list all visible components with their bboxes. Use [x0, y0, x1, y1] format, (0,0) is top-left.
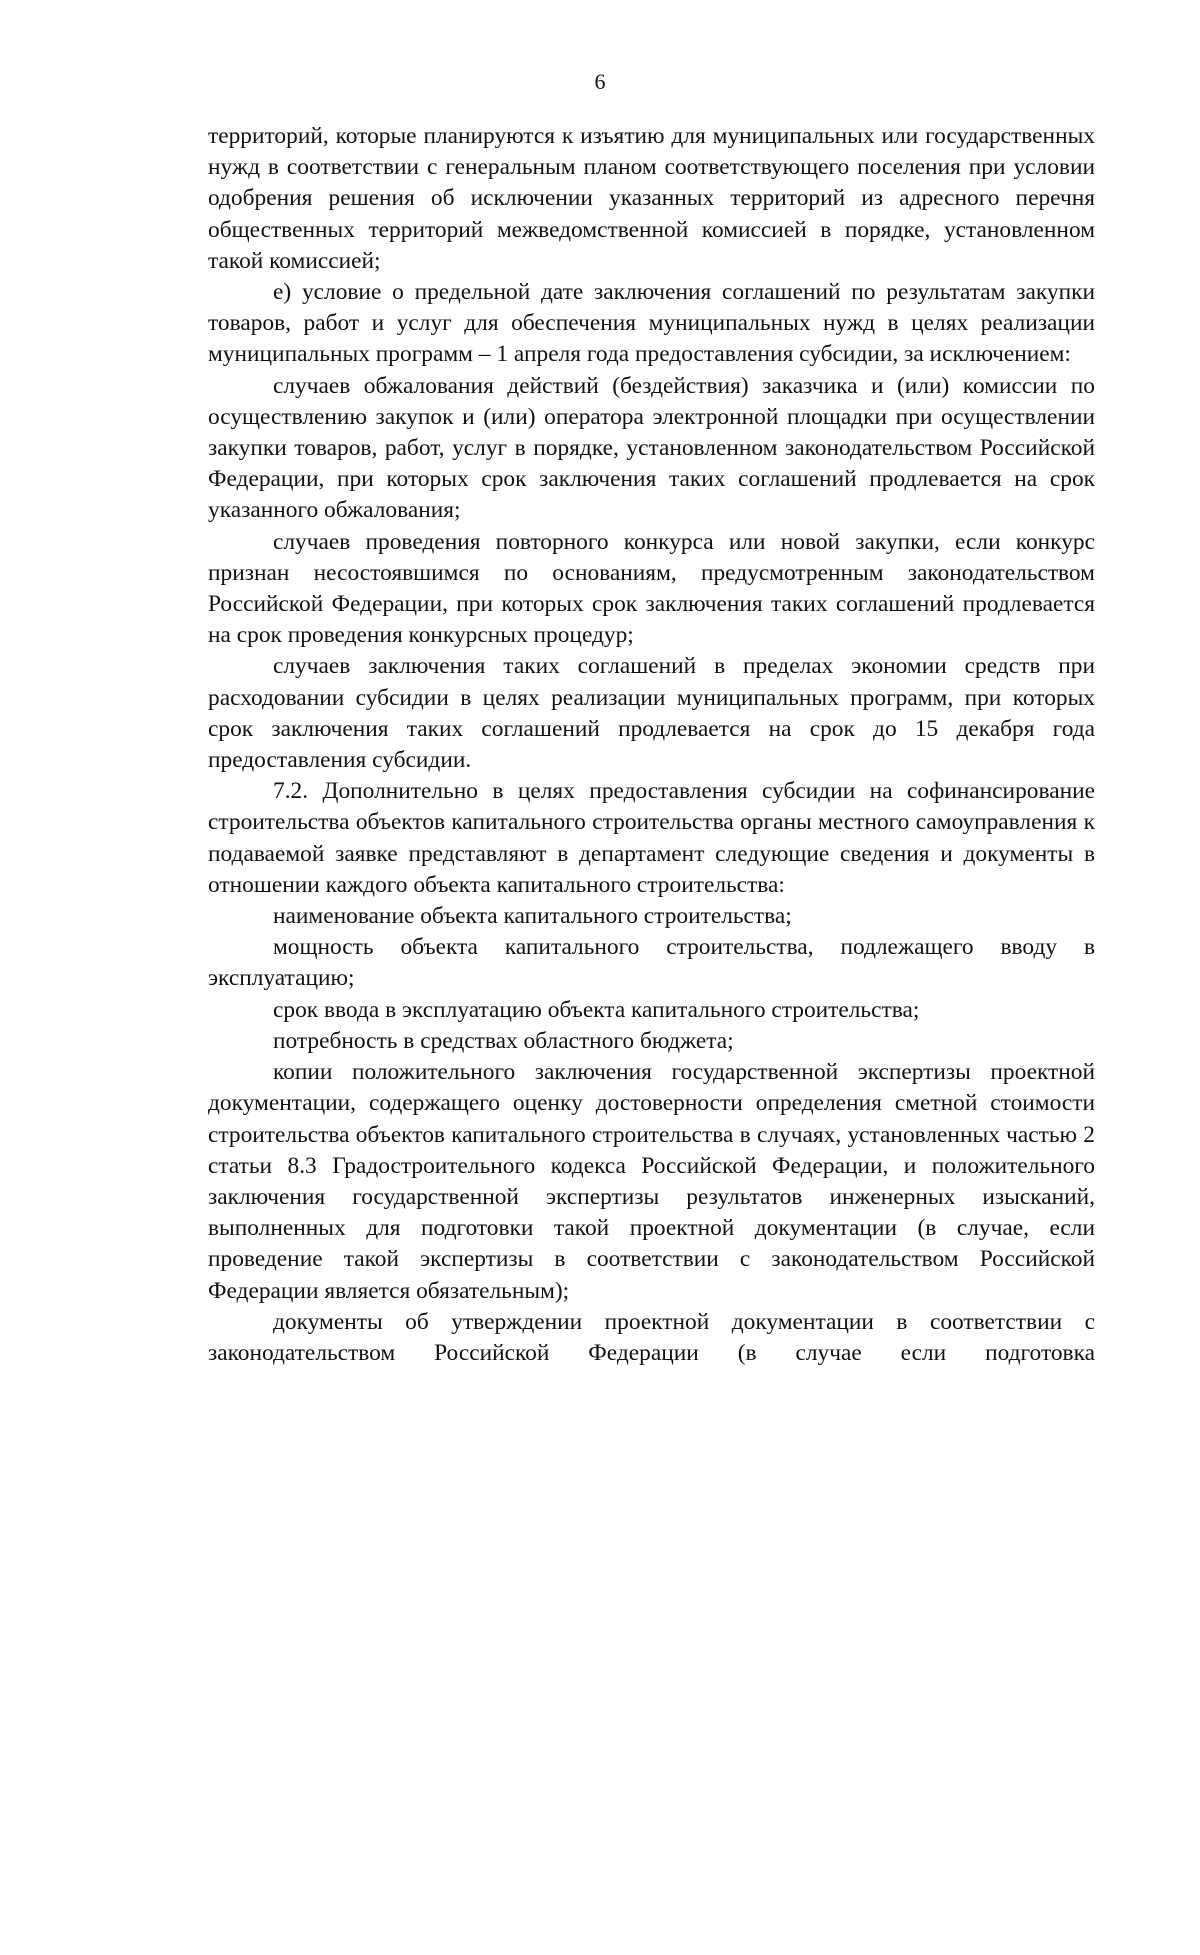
- paragraph-expertise-copies: копии положительного заключения государственной экспертизы проектной документации, содержащего оценку достоверности определения сметной стоимости строительства объектов капитального строительства в случаях, установленных частью 2 статьи 8.3 Градостроительного кодекса Российской Федерации, и положительного заключения государственной экспертизы результатов инженерных изысканий, выполненных для подготовки такой проектной документации (в случае, если проведение такой экспертизы в соответствии с законодательством Российской Федерации является обязательным);: [208, 1059, 1095, 1304]
- paragraph-condition-e: е) условие о предельной дате заключения соглашений по результатам закупки товаров, работ и услуг для обеспечения муниципальных нужд в целях реализации муниципальных программ – 1 апреля года предоставления субсидии, за исключением:: [208, 279, 1095, 368]
- paragraph-territories: территорий, которые планируются к изъятию для муниципальных или государственных нужд в соответствии с генеральным планом соответствующего поселения при условии одобрения решения об исключении указанных территорий из адресного перечня общественных территорий межведомственной комиссией в порядке, установленном такой комиссией;: [208, 123, 1095, 274]
- paragraph-7-2: 7.2. Дополнительно в целях предоставления субсидии на софинансирование строительства объектов капитального строительства органы местного самоуправления к подаваемой заявке представляют в департамент следующие сведения и документы в отношении каждого объекта капитального строительства:: [208, 778, 1095, 898]
- paragraph-object-name: наименование объекта капитального строительства;: [273, 903, 792, 930]
- paragraph-budget-need: потребность в средствах областного бюджета;: [273, 1027, 734, 1054]
- paragraph-object-capacity: мощность объекта капитального строительства, подлежащего вводу в эксплуатацию;: [208, 934, 1095, 992]
- paragraph-repeat-tender-cases: случаев проведения повторного конкурса или новой закупки, если конкурс признан несостоявшимся по основаниям, предусмотренным законодательством Российской Федерации, при которых срок заключения таких соглашений продлевается на срок проведения конкурсных процедур;: [208, 528, 1095, 649]
- paragraph-savings-cases: случаев заключения таких соглашений в пределах экономии средств при расходовании субсидии в целях реализации муниципальных программ, при которых срок заключения таких соглашений продлевается на срок до 15 декабря года предоставления субсидии.: [208, 653, 1095, 774]
- page-number: 6: [594, 69, 606, 94]
- paragraph-appeal-cases: случаев обжалования действий (бездействия) заказчика и (или) комиссии по осуществлению закупок и (или) оператора электронной площадки при осуществлении закупки товаров, работ, услуг в порядке, установленном законодательством Российской Федерации, при которых срок заключения таких соглашений продлевается на срок указанного обжалования;: [208, 372, 1095, 524]
- paragraph-project-approval: документы об утверждении проектной документации в соответствии с законодательством Российской Федерации (в случае если подготовка: [208, 1308, 1095, 1366]
- paragraph-commissioning-date: срок ввода в эксплуатацию объекта капитального строительства;: [273, 996, 920, 1023]
- document-body: [208, 121, 1095, 1369]
